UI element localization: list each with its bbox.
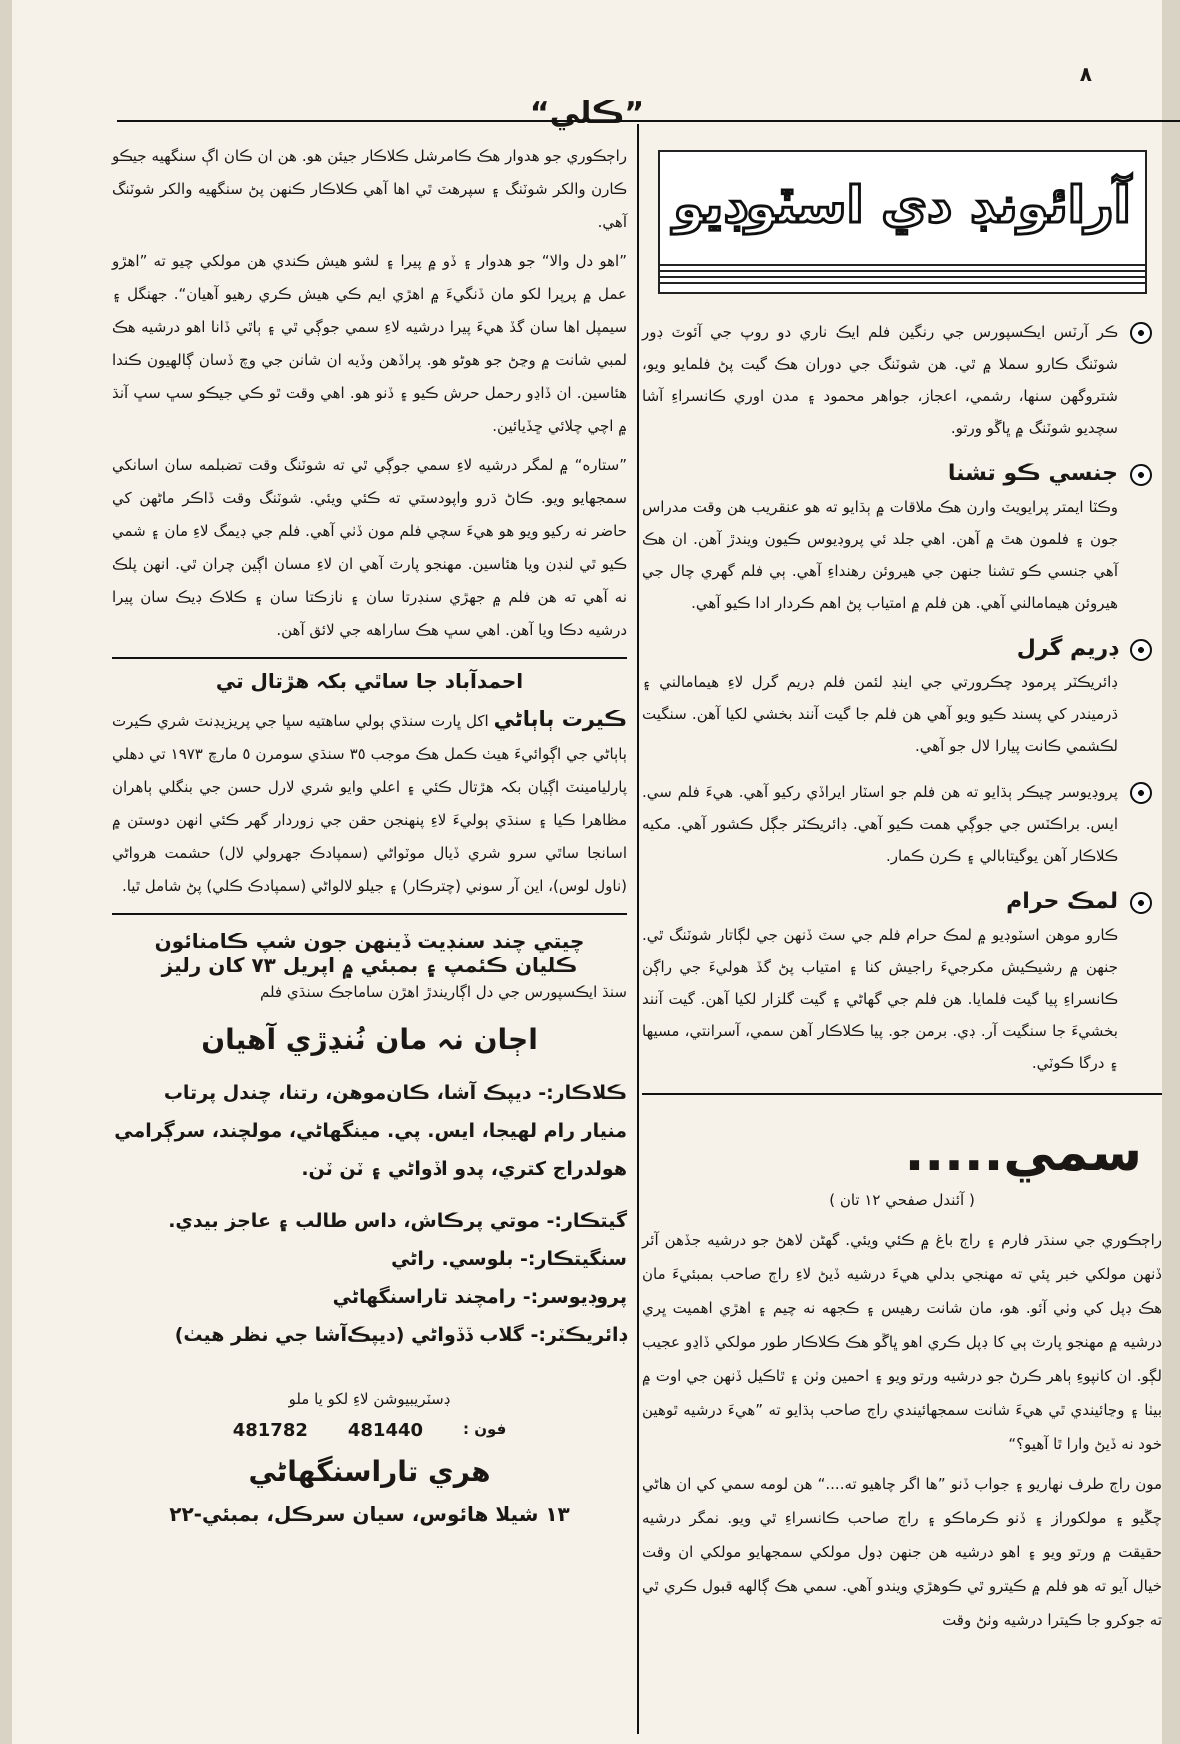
ad-director	[112, 1316, 627, 1354]
ad-composer	[112, 1240, 627, 1278]
masthead: ”ڪلي“	[529, 96, 645, 131]
ad-director-label: ڊائريڪٽر:-	[530, 1324, 627, 1346]
ad-address: ١٣ شيلا هائوس، سيان سرڪل، بمبئي-٢٢	[169, 1502, 570, 1526]
top-rule	[117, 120, 1180, 122]
article-paragraph: مون راڄ طرف نهاريو ۽ جواب ڏنو ”ها اگر چاهيو ته....“ هن لومه سمي کي ان هاڻي چڱيو ۽ مولکوراز ۽ ڏنو ڪرماڪو ۽ راڄ صاحب ڪانسراءِ ٿي ويو. نمگر درشيه حقيقت ۾ ورتو ويو ۽ اهو درشيه هن جنهن ڊول مولکي سمجهايو مولکي ان وقت خيال آيو ته هو فلم ۾ ڪيترو ٿي ڪوهڙي ويندو آهي. سمي هڪ ڳالهه قبول ڪري ٿي ته جوکرو جا ڪيترا درشيه وٺڻ وقت	[642, 1475, 1162, 1629]
news-item	[642, 633, 1156, 762]
around-the-studio-banner	[658, 150, 1147, 294]
continued-from-note: ( آئندل صفحي ١٢ تان )	[829, 1191, 975, 1209]
article-paragraph: ”ستاره“ ۾ لمگر درشيه لاءِ سمي جوڳي ٿي ته شوٽنگ وقت تضبلمه سان اسانکي سمجهايو ويو. ڪاڻ ڌرو واپودستي ته ڪئي ويئي. شوٽنگ وقت ڏاڪر ماڻهن کي حاضر نه رکيو ويو هو هيءَ سچي فلم مون ڏٺي آهي. فلم جي ڊيمگ لاءِ مان ۽ شمي ڪيو ٿي لنڊن ويا هئاسين. مهنجو پارٽ آهي ان لاءِ مسان اڳين چران ٿي. انهن پلڪ نه آهي ته هن فلم ۾ جهڙي سنڊرتا سان ۽ نازڪتا سان ۽ ڪلاڪ ڊيڪ سان پيرا درشيه دڪا ويا آهن. اهي سڀ هڪ ساراهه جي لائق آهن.	[112, 456, 627, 639]
ad-producer-name: رامچند تاراسنگهاڻي	[332, 1286, 517, 1308]
news-item	[642, 776, 1156, 872]
ad-director-name: گلاب ڏڏواڻي (ديپڪ‌آشا جي نظر هيٺ)	[174, 1324, 524, 1346]
news-text: ڊائريڪٽر پرمود چڪرورتي جي اينڊ لئمن فلم ڊريم گرل لاءِ هيمامالني ۽ ڌرميندر کي پسند ڪيو ويو آهي هن فلم جا گيت آنند بخشي لکيا آهن. سنگيت لڪشمي ڪانت پيارا لال جو آهي.	[642, 673, 1118, 755]
bullet-icon	[1130, 782, 1152, 804]
ad-producer-label: پروڊيوسر:-	[522, 1286, 627, 1308]
section-rule	[112, 913, 627, 915]
ad-film-title: اڄان نہ مان نُنڍڙي آهيان	[201, 1023, 538, 1056]
magazine-page	[12, 0, 1162, 1744]
ad-cast	[112, 1074, 627, 1188]
bullet-icon	[1130, 464, 1152, 486]
news-item	[642, 458, 1156, 619]
news-item	[642, 316, 1156, 444]
ad-producer	[112, 1278, 627, 1316]
ad-tagline: سنڌ ايڪسپورس جي دل اڳاريندڙ اهڙن ساماجڪ سنڌي فلم	[259, 983, 627, 1001]
ad-company-name: هري تاراسنگهاڻي	[248, 1455, 491, 1488]
news-item	[642, 886, 1156, 1079]
ad-release-line: ڪليان ڪئمپ ۽ بمبئي ۾ اپريل ٧٣ کان رليز	[161, 953, 578, 977]
section-rule	[642, 1093, 1162, 1095]
article-paragraph: راڄڪوري جو هدوار هڪ ڪامرشل ڪلاڪار جيئن هو. هن ان ڪان اڳ سنگهيه جيڪو ڪارن والکر شوٽنگ ۽ سپرهٽ ٿي اها آهي ڪلاڪار ڪنهن پڻ سنگهيه والکر شوٽنگ آهي.	[112, 147, 627, 231]
left-column	[112, 140, 627, 1526]
sami-article	[642, 1223, 1162, 1637]
ahmedabad-heading: احمدآباد جا ساٿي بکہ هڙتال تي	[215, 669, 524, 693]
film-advertisement	[112, 929, 627, 1526]
ad-cast-list: ديپڪ آشا، ڪان‌موهن، رتنا، چندل پرتاب منيار رام لهيجا، ايس. پي. مينگهاڻي، مولچند، سرڳرامي هولدراج کتري، پدو اڏواڻي ۽ ٽن ٽن.	[114, 1082, 627, 1180]
ad-lyricist	[112, 1202, 627, 1240]
ad-greeting: چيتي چند سنڊيت ڏينهن جون شپ ڪامنائون	[154, 929, 585, 953]
news-text: وڪٽا ايمتر پرايويٽ وارن هڪ ملاقات ۾ ٻڌايو ته هو عنقريب هن وقت مدراس جون ۽ فلمون هٿ ۾ آهن. اهي جلد ئي پروڊيوس ڪيون ويندڙ آهن. ان هڪ آهي جنسي ڪو تشنا جنهن جي هيروئن رهنداءِ آهي. ٻي فلم گهري چال جي هيروئن هيمامالني آهي. هن فلم ۾ امتياب پڻ اهم ڪردار ادا ڪيو آهي.	[642, 498, 1118, 612]
ad-distribution-note: ڊسٽريبيوشن لاءِ لکو يا ملو	[288, 1390, 451, 1408]
page-number: ٨	[1079, 62, 1092, 86]
news-highlight: ڊريم گرل	[1016, 636, 1118, 661]
phone-number: 481440	[347, 1420, 424, 1441]
ad-phones	[112, 1420, 627, 1441]
banner-stripes	[660, 264, 1145, 286]
banner-title: آرائونڊ دي اسٽوڊيو	[673, 176, 1131, 234]
ad-cast-label: ڪلاڪار:-	[538, 1082, 627, 1104]
news-text: ڪر آرٽس ايڪسپورس جي رنگين فلم ايڪ ناري دو روپ جي آئوٽ ڊور شوٽنگ ڪارو سملا ۾ ٿي. هن شوٽنگ جي دوران هڪ گيت پڻ فلمايو ويو، شتروگهن سنها، رشمي، اعجاز، جواهر محمود ۽ مدن اوري ڪانسراءِ آشا سچديو شوٽنگ ۾ ڀاڱو ورتو.	[642, 323, 1118, 437]
article-paragraph: ”اهو دل والا“ جو هدوار ۽ ڏو ۾ پيرا ۽ لشو هيش ڪندي هن مولکي چيو ته ”اهڙو عمل ۾ پرپرا لکو مان ڏنگيءَ ۾ اهڙي ايم ڪي هيش ڪري رهيو آهيان“. جهنگل ۽ سيمپل اها سان گڏ هيءَ پيرا درشيه لاءِ سمي جوڳي ٿي ۽ ٻاٿي ڏانا اهو درشيه هڪ لمبي شانت ۾ وڃڻ جو هوڻو هو. پراڏهن وڏيه ان شانن جي وچ ڏسان ڳالهيون ڪندا هئاسين. ان ڏاڍو رحمل حرش ڪيو ۽ ڏنو هو. اهي وقت ٿو ڪي جيڪو سڀ سڀ آنڌ ۾ اچي چلائي ڇڏيائين.	[112, 252, 627, 435]
news-highlight: جنسي ڪو تشنا	[947, 461, 1118, 486]
news-highlight: لمڪ حرام	[1006, 889, 1118, 914]
news-text: ڪارو موهن اسٽوڊيو ۾ لمڪ حرام فلم جي سٽ ڏنهن جي لڳاتار شوٽنگ ٿي. جنهن ۾ رشيڪيش مکرجيءَ راجيش کنا ۽ امتياب پڻ گڏ هوليءَ جي راڳن ڪانسراءِ پيا گيت فلمايا. هن فلم جي گهاڻي ۽ گيت گلزار لکيا آهن. گيت آنند بخشيءَ جا سنگيت آر. ڊي. برمن جو. پيا ڪلاڪار آهن سمي، آسرانتي، مسيها ۽ درگا ڪوٽي.	[642, 926, 1118, 1072]
section-rule	[112, 657, 627, 659]
ad-lyricist-names: موتي پرڪاش، داس طالب ۽ عاجز بيدي.	[168, 1210, 540, 1232]
ad-lyricist-label: گيتڪار:-	[546, 1210, 627, 1232]
article-paragraph: راڄڪوري جي سنڌر فارم ۽ راڄ باغ ۾ ڪئي ويئي. گهڻن لاهڻ جو درشيه جڏهن آئر ڏنهن مولکي خبر پئي ته مهنجي بدلي هيءَ درشيه ڏيڻ لاءِ راڄ صاحب بمبئيءَ مان هڪ ڊپل کي وٺي آئو. هو، مان شانت رهيس ۽ ڪجهه نه چيم ۽ اهڙي اهميت ڀري درشيه ۾ مهنجو پارٽ ٻي کا ڊپل ڪري اهو ڀاڱو هڪ ڪلاڪار طور مولکي ڏاڍو عجيب لڳو. ان کانپوءِ ٻاهر ڪرڻ جو درشيه ورتو ويو ۽ احمين وٺن ۽ ٿاڪيل ڏنهن جي اوت ۾ بيٺا ۽ وڃائيندي ٿي هيءَ شانت سمجهائيندي راڄ صاحب ٻڌايو ته ”هيءَ درشيه ٿوهين خود نه ڏيڻ وارا ٿا آهيو؟“	[642, 1231, 1162, 1453]
ad-composer-label: سنگيتڪار:-	[520, 1248, 627, 1270]
column-divider	[637, 124, 639, 1734]
bullet-icon	[1130, 639, 1152, 661]
right-column	[642, 150, 1162, 1643]
continued-article	[112, 140, 627, 647]
phone-number: 481782	[232, 1420, 308, 1441]
article-lead-name: ڪيرت ٻاٻاڻي	[493, 707, 627, 731]
ahmedabad-article	[112, 703, 627, 903]
bullet-icon	[1130, 892, 1152, 914]
article-text: اکل ڀارت سنڌي ٻولي ساهتيه سڀا جي پريزيڊنٽ شري ڪيرت ٻاٻاڻي جي اڳوائيءَ هيٺ ڪمل هڪ موجب ٣٥ سنڌي سومرن ٥ مارچ ١٩٧٣ تي دهلي پارليامينٽ اڳيان بکہ هڙتال ڪئي ۽ اعلي وايو شري لارل حسن جي بنگلي ٻاهران مظاهرا ڪيا ۽ سنڌي ٻوليءَ لاءِ پنهنجن حقن جي زوردار گهر ڪئي انهن دوستن ۾ اسانجا ساٿي سرو شري ڏيال موٽواڻي (سمپادڪ جهرولي لال) حشمت هرواڻي (ناول لوس)، اين آر سوني (چترڪار) ۽ جيلو لالواڻي (سمپادڪ ڪلي) پڻ شامل ٿيا.	[112, 712, 627, 895]
news-list	[642, 316, 1162, 1079]
news-text: پروڊيوسر چيڪر ٻڌايو ته هن فلم جو اسٽار ايراڏي رکيو آهي. هيءَ فلم سي. ايس. براڪٽس جي جوڳي همت ڪيو آهي. ڊائريڪٽر جڳل ڪشور آهي. مکيه ڪلاڪار آهن يوگيتابالي ۽ ڪرن ڪمار.	[642, 783, 1118, 865]
bullet-icon	[1130, 322, 1152, 344]
ad-composer-name: بلوسي. راڻي	[391, 1248, 514, 1270]
phone-label: فون :	[463, 1420, 507, 1438]
sami-heading: سمي.....	[904, 1123, 1142, 1183]
